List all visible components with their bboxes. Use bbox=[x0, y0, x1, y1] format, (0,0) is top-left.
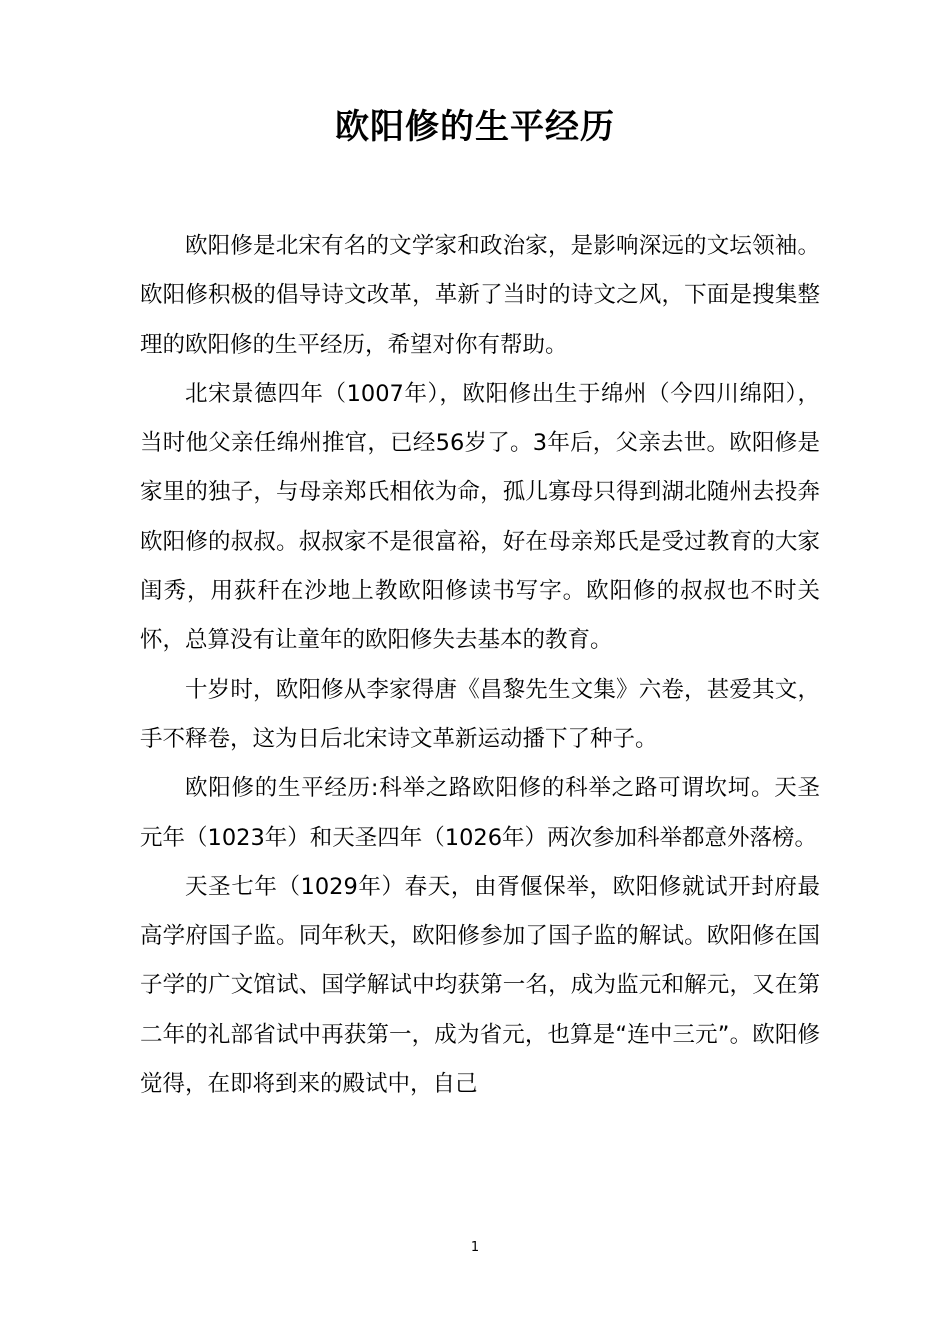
paragraph-early-life: 北宋景德四年（1007年），欧阳修出生于绵州（今四川绵阳），当时他父亲任绵州推官，已经56岁了。3年后，父亲去世。欧阳修是家里的独子，与母亲郑氏相依为命，孤儿寡母只得到湖北随州去投奔欧阳修的叔叔。叔叔家不是很富裕，好在母亲郑氏是受过教育的大家闺秀，用荻秆在沙地上教欧阳修读书写字。欧阳修的叔叔也不时关怀，总算没有让童年的欧阳修失去基本的教育。 bbox=[140, 380, 820, 654]
page-number: 1 bbox=[470, 1240, 480, 1255]
document-body bbox=[140, 222, 820, 1109]
document-title: 欧阳修的生平经历 bbox=[335, 107, 615, 147]
paragraph-age-ten: 十岁时，欧阳修从李家得唐《昌黎先生文集》六卷，甚爱其文，手不释卷，这为日后北宋诗文革新运动播下了种子。 bbox=[140, 676, 820, 752]
paragraph-exam-path: 欧阳修的生平经历:科举之路欧阳修的科举之路可谓坎坷。天圣元年（1023年）和天圣四年（1026年）两次参加科举都意外落榜。 bbox=[140, 775, 820, 851]
paragraph-three-firsts: 天圣七年（1029年）春天，由胥偃保举，欧阳修就试开封府最高学府国子监。同年秋天，欧阳修参加了国子监的解试。欧阳修在国子学的广文馆试、国学解试中均获第一名，成为监元和解元，又在第二年的礼部省试中再获第一，成为省元，也算是“连中三元”。欧阳修觉得，在即将到来的殿试中，自己 bbox=[140, 873, 820, 1098]
paragraph-intro: 欧阳修是北宋有名的文学家和政治家，是影响深远的文坛领袖。欧阳修积极的倡导诗文改革，革新了当时的诗文之风，下面是搜集整理的欧阳修的生平经历，希望对你有帮助。 bbox=[140, 233, 820, 358]
